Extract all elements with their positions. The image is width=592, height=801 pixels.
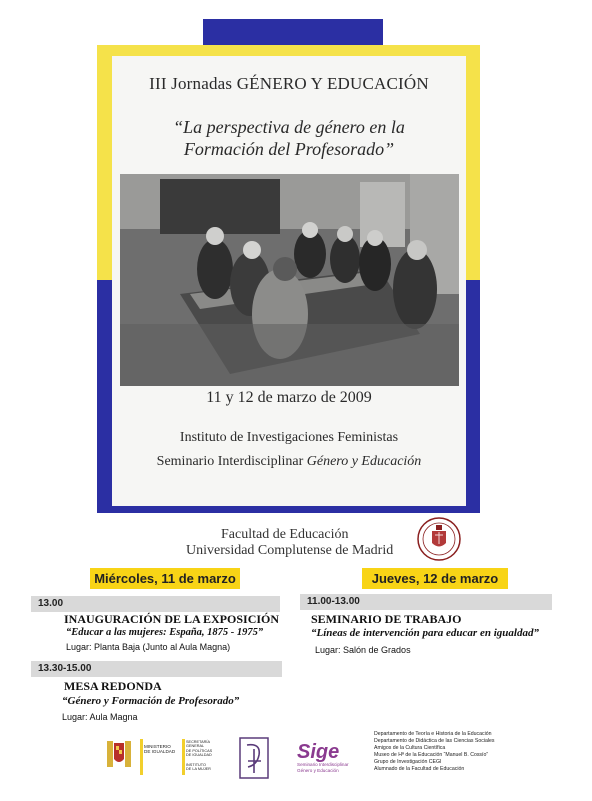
instituto-feministas-logo-icon [239,737,269,779]
poster-quote-line2: Formación del Profesorado” [183,139,395,159]
department-item: Departamento de Teoría e Historia de la Educación [374,731,492,737]
event-place-seminario: Lugar: Salón de Grados [315,645,411,655]
university-name: Universidad Complutense de Madrid [186,543,394,558]
ministry-line1: MINISTERIO [144,744,171,749]
event-subtitle-seminario: “Líneas de intervención para educar en igualdad” [311,627,539,639]
university-seal-icon [416,516,462,562]
event-time-mesa-redonda: 13.30-15.00 [31,661,282,677]
event-title-seminario: SEMINARIO DE TRABAJO [311,612,462,626]
event-title-mesa-redonda: MESA REDONDA [64,679,162,693]
department-item: Museo de Hª de la Educación “Manuel B. Cossío” [374,752,489,759]
poster-seminar [112,454,466,470]
ministry-line2: DE IGUALDAD [144,749,176,755]
secretaria-line2: GENERAL [186,744,205,749]
department-item: Amigos de la Cultura Científica [374,745,446,752]
day-header-thursday: Jueves, 12 de marzo [362,568,508,589]
instituto-line1: INSTITUTO [186,763,206,767]
sige-sub1: Seminario Interdisciplinar [297,762,349,767]
secretaria-line3: DE POLÍTICAS [186,748,213,753]
historical-classroom-photo [120,174,459,386]
secretaria-line1: SECRETARÍA [186,740,210,744]
event-place-mesa-redonda: Lugar: Aula Magna [62,712,138,722]
event-time-inauguracion: 13.00 [31,596,280,612]
poster-top-band [203,19,383,45]
poster-dates: 11 y 12 de marzo de 2009 [206,389,372,406]
ministerio-igualdad-logo [104,737,216,777]
event-title-inauguracion: INAUGURACIÓN DE LA EXPOSICIÓN [64,612,280,626]
poster-title: III Jornadas GÉNERO Y EDUCACIÓN [149,74,429,93]
collaborating-departments-list [374,731,574,774]
faculty-name: Facultad de Educación [221,527,349,542]
sige-logo [297,742,357,776]
event-time-seminario: 11.00-13.00 [300,594,552,610]
day-header-wednesday: Miércoles, 11 de marzo [90,568,240,589]
poster-seminar-italic: Género y Educación [306,454,422,469]
instituto-line2: DE LA MUJER [186,767,211,772]
poster-seminar-prefix: Seminario Interdisciplinar [156,454,307,469]
department-item: Grupo de Investigación CEGI [374,759,442,766]
sige-sub2: Género y Educación [297,767,339,773]
poster-institute: Instituto de Investigaciones Feministas [179,430,399,445]
secretaria-line4: DE IGUALDAD [186,753,212,758]
department-item: Alumnado de la Facultad de Educación [374,766,465,773]
photo-illustration [120,174,459,386]
event-subtitle-mesa-redonda: “Género y Formación de Profesorado” [62,695,240,707]
department-item: Departamento de Didáctica de las Ciencias Sociales [374,738,495,745]
event-place-inauguracion: Lugar: Planta Baja (Junto al Aula Magna) [66,642,231,652]
sige-title: Sige [297,741,340,763]
poster-quote [112,116,466,160]
faculty-block [130,527,430,559]
event-subtitle-inauguracion: “Educar a las mujeres: España, 1875 - 1975” [66,627,264,638]
poster-quote-line1: “La perspectiva de género en la [173,117,405,137]
